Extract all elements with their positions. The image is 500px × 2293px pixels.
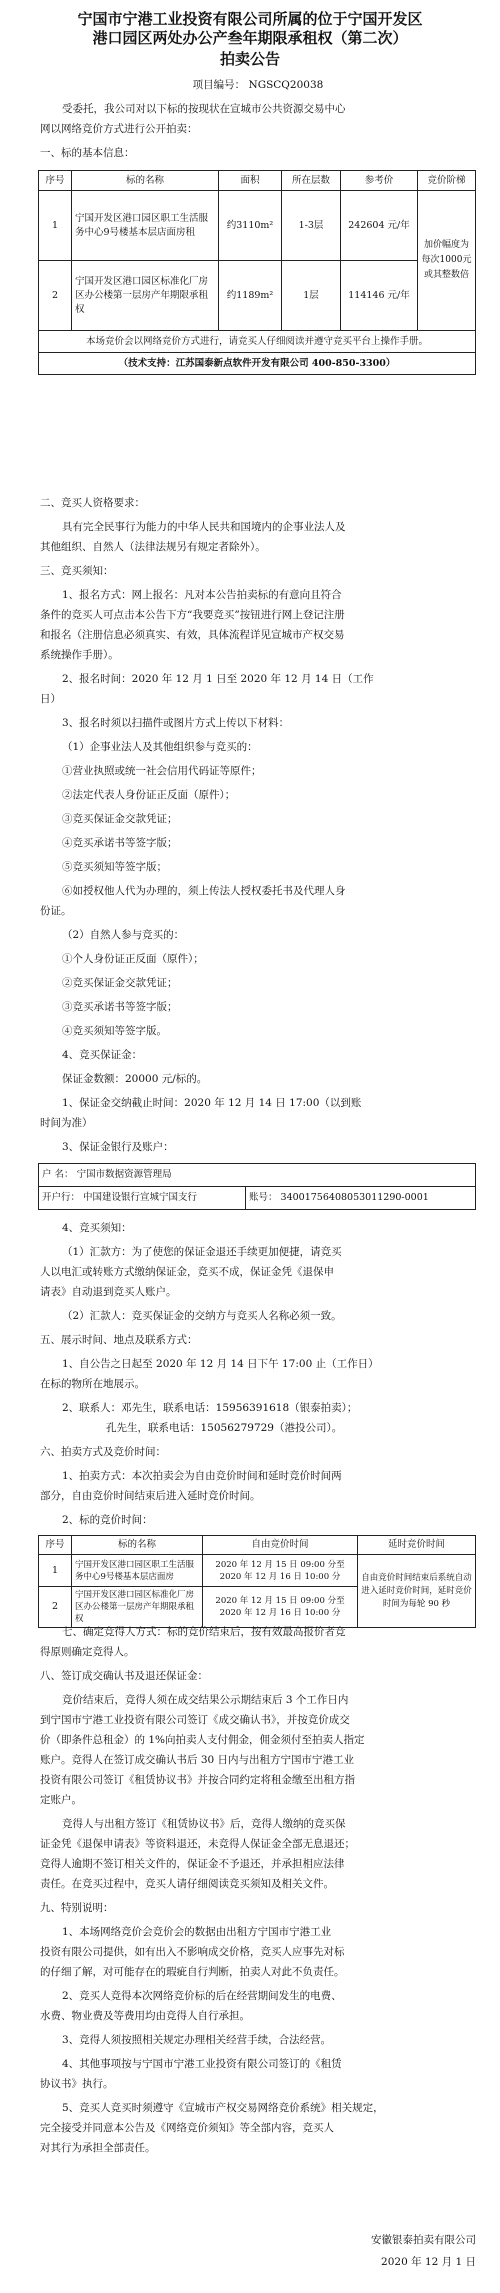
body-text-line: 2、竞买人竞得本次网络竞价标的后在经营期间发生的电费、 (62, 1990, 342, 2002)
body-text-line: 八、签订成交确认书及退还保证金： (40, 1670, 208, 1682)
col-header-name: 标的名称 (72, 171, 219, 191)
body-text-line: 时间为准） (40, 1117, 93, 1129)
body-text-line: 3、报名时须以扫描件或图片方式上传以下材料： (62, 717, 290, 729)
body-text-line: 竞得人逾期不签订相关文件的，保证金不予退还，并承担相应法律 (40, 1858, 345, 1870)
body-text-line: 2、标的竞价时间： (62, 1514, 153, 1526)
body-text-line: 竞价结束后，竞得人须在成交结果公示期结束后 3 个工作日内 (62, 1694, 349, 1706)
col-header-free-time: 自由竞价时间 (203, 1536, 358, 1555)
body-text-line: 孔先生，联系电话：15056279729（港投公司）。 (106, 1422, 343, 1434)
body-text-line: 3、竞得人须按照相关规定办理相关经营手续，合法经营。 (62, 2034, 332, 2046)
row-no: 2 (39, 1587, 72, 1628)
body-text-line: 责任。在竞买过程中，竞买人请仔细阅读竞买须知及相关文件。 (40, 1878, 334, 1890)
body-text-line: ⑥如授权他人代为办理的，须上传法人授权委托书及代理人身 (62, 885, 346, 897)
body-text-line: 1、本场网络竞价会竞价会的数据由出租方宁国市宁港工业 (62, 1926, 332, 1938)
body-text-line: 账户。竞得人在签订成交确认书后 30 日内与出租方宁国市宁港工业 (40, 1754, 355, 1766)
account-number: 34001756408053011290-0001 (280, 1192, 429, 1203)
row-free-time: 2020 年 12 月 15 日 09:00 分至 2020 年 12 月 16 日 10:00 分 (203, 1555, 358, 1587)
body-text-line: 1、自公告之日起至 2020 年 12 月 14 日下午 17:00 止（工作日） (62, 1358, 379, 1370)
body-text-line: （2）汇款人：竞买保证金的交纳方与竞买人名称必须一致。 (62, 1310, 342, 1322)
body-text-line: 投资有限公司提供，如有出入不影响成交价格，竞买人应事先对标 (40, 1946, 345, 1958)
body-text-line: 条件的竞买人可点击本公告下方“我要竞买”按钮进行网上登记注册 (40, 609, 345, 621)
bank-label: 开户行： (42, 1192, 81, 1203)
body-text-line: 二、竞买人资格要求： (40, 497, 145, 509)
body-text-line: ③竞买承诺书等签字版； (62, 1001, 178, 1013)
body-text-line: 六、拍卖方式及竞价时间： (40, 1446, 166, 1458)
body-text-line: ④竞买承诺书等签字版； (62, 837, 178, 849)
body-text-line: 人以电汇或转账方式缴纳保证金，竞买不成，保证金凭《退保申 (40, 1266, 334, 1278)
body-text-line: ③竞买保证金交款凭证； (62, 813, 178, 825)
section-1-heading: 一、标的基本信息： (40, 147, 135, 159)
table-row (39, 191, 476, 261)
body-text-line: 2、报名时间：2020 年 12 月 1 日至 2020 年 12 月 14 日（工作 (62, 673, 374, 685)
body-text-line: 3、保证金银行及账户： (62, 1141, 174, 1153)
body-text-line: 请表》自动退到竞买人账户。 (40, 1286, 177, 1298)
table-note: 本场竞价会以网络竞价方式进行，请竞买人仔细阅读并遵守竞买平台上操作手册。 (39, 331, 476, 353)
body-text-line: 保证金数额：20000 元/标的。 (62, 1073, 208, 1085)
body-text-line: 其他组织、自然人（法律法规另有规定者除外）。 (40, 541, 266, 553)
asset-table (38, 170, 476, 375)
body-text-line: 价（即条件总租金）的 1%向拍卖人支付佣金，佣金须付至拍卖人指定 (40, 1734, 365, 1746)
asset-table-header (39, 171, 476, 191)
col-header-no: 序号 (39, 1536, 72, 1555)
col-header-delay-time: 延时竞价时间 (358, 1536, 476, 1555)
body-text-line: 部分，自由竞价时间结束后进入延时竞价时间。 (40, 1490, 261, 1502)
body-text-line: 2、联系人：邓先生，联系电话：15956391618（银泰拍卖）； (62, 1402, 358, 1414)
row-free-time: 2020 年 12 月 15 日 09:00 分至 2020 年 12 月 16 日 10:00 分 (203, 1587, 358, 1628)
bank-row-account (39, 1187, 476, 1210)
bank-account-table (38, 1163, 476, 1210)
body-text-line: 在标的物所在地展示。 (40, 1378, 145, 1390)
row-name: 宁国开发区港口园区职工生活服务中心9号楼基本层店面房租 (72, 191, 219, 261)
body-text-line: 证金凭《退保申请表》等资料退还，未竞得人保证金全部无息退还； (40, 1838, 355, 1850)
body-text-line: 到宁国市宁港工业投资有限公司签订《成交确认书》，并按竞价成交 (40, 1714, 350, 1726)
signature-date: 2020 年 12 月 1 日 (381, 2256, 476, 2268)
row-area: 约1189m² (219, 261, 282, 331)
body-text-line: ②法定代表人身份证正反面（原件）； (62, 789, 236, 801)
body-text-line: （1）企事业法人及其他组织参与竞买的： (62, 741, 258, 753)
row-no: 1 (39, 1555, 72, 1587)
bid-step: 加价幅度为每次1000元或其整数倍 (418, 191, 476, 331)
col-header-price: 参考价 (341, 171, 418, 191)
body-text-line: 协议书》执行。 (40, 2078, 114, 2090)
body-text-line: 投资有限公司签订《租赁协议书》并按合同约定将租金缴至出租方指 (40, 1774, 355, 1786)
delay-time-rule: 自由竞价时间结束后系统自动进入延时竞价时间，延时竞价时间为每轮 90 秒 (358, 1555, 476, 1628)
account-name: 宁国市数据资源管理局 (76, 1169, 172, 1180)
row-price: 114146 元/年 (341, 261, 418, 331)
row-name: 宁国开发区港口园区标准化厂房区办公楼第一层房产年期限承租权 (72, 261, 219, 331)
body-text-line: 1、拍卖方式：本次拍卖会为自由竞价时间和延时竞价时间两 (62, 1470, 342, 1482)
row-area: 约3110m² (219, 191, 282, 261)
table-row (39, 1555, 476, 1587)
body-text-line: 完全接受并同意本公告及《网络竞价须知》等全部内容，竞买人 (40, 2122, 334, 2134)
intro-line-1: 受委托，我公司对以下标的按现状在宣城市公共资源交易中心 (62, 103, 346, 115)
row-name: 宁国开发区港口园区职工生活服务中心9号楼基本层店面房 (72, 1555, 203, 1587)
technical-support: （技术支持：江苏国泰新点软件开发有限公司 400-850-3300） (39, 353, 476, 375)
bank-row-name (39, 1164, 476, 1187)
body-text-line: 三、竞买须知： (40, 565, 114, 577)
body-text-line: 水费、物业费及等费用均由竞得人自行承担。 (40, 2010, 250, 2022)
body-text-line: 4、竞买保证金： (62, 1049, 143, 1061)
body-text-line: 5、竞买人竞买时须遵守《宣城市产权交易网络竞价系统》相关规定， (62, 2102, 384, 2114)
table-support-row (39, 353, 476, 375)
body-text-line: 系统操作手册）。 (40, 649, 119, 661)
title-line-3: 拍卖公告 (219, 50, 280, 68)
time-table-header (39, 1536, 476, 1555)
table-row (39, 261, 476, 331)
row-name: 宁国开发区港口园区标准化厂房区办公楼第一层房产年期限承租权 (72, 1587, 203, 1628)
table-note-row (39, 331, 476, 353)
body-text-line: 得原则确定竞得人。 (40, 1646, 135, 1658)
bank-name: 中国建设银行宣城宁国支行 (83, 1192, 198, 1203)
body-text-line: 五、展示时间、地点及联系方式： (40, 1334, 198, 1346)
body-text-line: 份证。 (40, 905, 72, 917)
body-text-line: 4、竞买须知： (62, 1222, 132, 1234)
col-header-floor: 所在层数 (282, 171, 341, 191)
body-text-line: 九、特别说明： (40, 1902, 114, 1914)
col-header-area: 面积 (219, 171, 282, 191)
body-text-line: 4、其他事项按与宁国市宁港工业投资有限公司签订的《租赁 (62, 2058, 342, 2070)
account-name-label: 户 名： (42, 1169, 74, 1180)
title-line-1: 宁国市宁港工业投资有限公司所属的位于宁国开发区 (77, 10, 423, 28)
body-text-line: 的仔细了解，对可能存在的瑕疵自行判断，拍卖人对此不负责任。 (40, 1966, 345, 1978)
project-number: 项目编号： NGSCQ20038 (192, 79, 324, 91)
body-text-line: （2）自然人参与竞买的： (62, 929, 185, 941)
body-text-line: 竞得人与出租方签订《租赁协议书》后，竞得人缴纳的竞买保 (62, 1818, 346, 1830)
signature-company: 安徽银泰拍卖有限公司 (371, 2234, 476, 2246)
body-text-line: 七、确定竞得人方式：标的竞价结束后，按有效最高报价者竞 (62, 1626, 346, 1638)
body-text-line: ①营业执照或统一社会信用代码证等原件； (62, 765, 262, 777)
row-price: 242604 元/年 (341, 191, 418, 261)
row-floor: 1-3层 (282, 191, 341, 261)
row-floor: 1层 (282, 261, 341, 331)
body-text-line: （1）汇款方：为了使您的保证金退还手续更加便捷，请竞买 (62, 1246, 342, 1258)
account-number-label: 账号： (249, 1192, 278, 1203)
body-text-line: 对其行为承担全部责任。 (40, 2142, 156, 2154)
col-header-step: 竞价阶梯 (418, 171, 476, 191)
body-text-line: 日） (40, 693, 61, 705)
body-text-line: ④竞买须知等签字版。 (62, 1025, 167, 1037)
body-text-line: 具有完全民事行为能力的中华人民共和国境内的企事业法人及 (62, 521, 346, 533)
col-header-name: 标的名称 (72, 1536, 203, 1555)
bidding-time-table (38, 1535, 476, 1628)
intro-line-2: 网以网络竞价方式进行公开拍卖： (40, 123, 198, 135)
title-line-2: 港口园区两处办公产叁年期限承租权（第二次） (92, 29, 408, 47)
body-text-line: 1、报名方式：网上报名：凡对本公告拍卖标的有意向且符合 (62, 589, 342, 601)
col-header-no: 序号 (39, 171, 72, 191)
body-text-line: 和报名（注册信息必须真实、有效，具体流程详见宣城市产权交易 (40, 629, 345, 641)
body-text-line: 定账户。 (40, 1794, 82, 1806)
body-text-line: ⑤竞买须知等签字版； (62, 861, 167, 873)
row-no: 2 (39, 261, 72, 331)
body-text-line: 1、保证金交纳截止时间：2020 年 12 月 14 日 17:00（以到账 (62, 1097, 362, 1109)
row-no: 1 (39, 191, 72, 261)
body-text-line: ①个人身份证正反面（原件）； (62, 953, 204, 965)
body-text-line: ②竞买保证金交款凭证； (62, 977, 178, 989)
